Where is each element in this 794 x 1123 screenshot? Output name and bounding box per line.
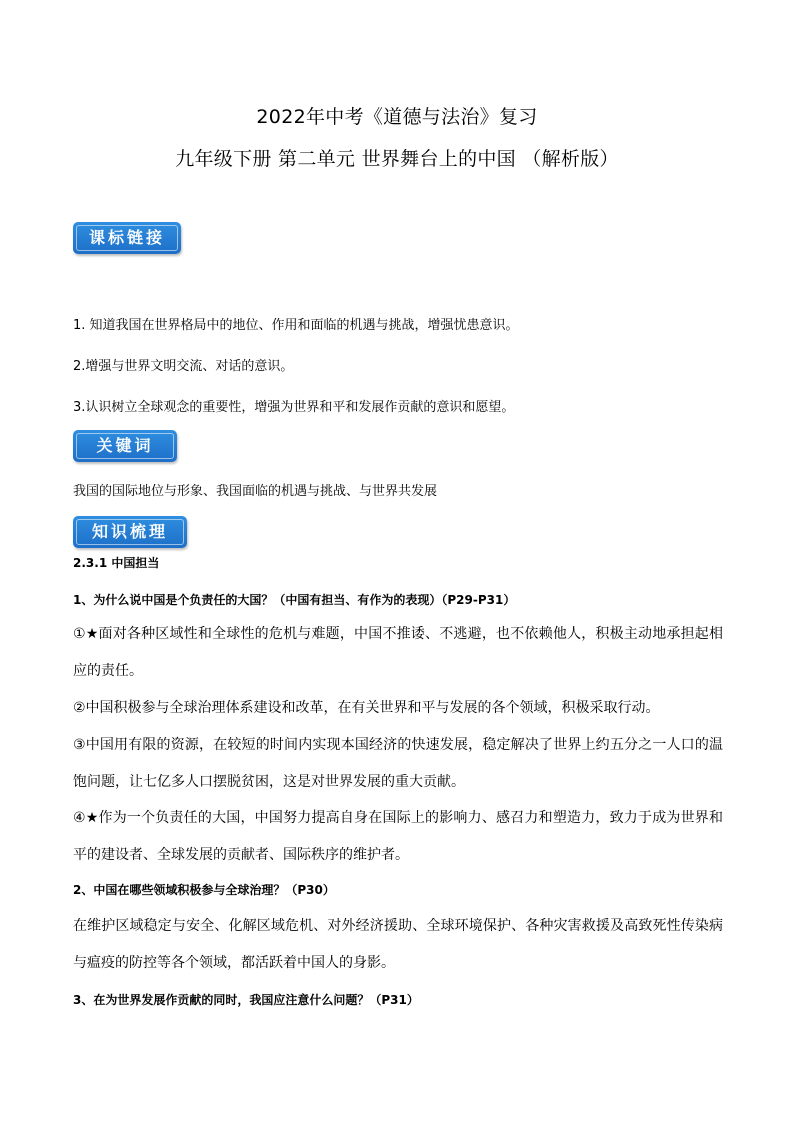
answer-2: 在维护区域稳定与安全、化解区域危机、对外经济援助、全球环境保护、各种灾害救援及高致死性传染病与瘟疫的防控等各个领域，都活跃着中国人的身影。 (73, 918, 723, 971)
answer-1-point-1: ①★面对各种区域性和全球性的危机与难题，中国不推诿、不逃避，也不依赖他人，积极主动地承担起相应的责任。 (73, 626, 723, 679)
knowledge-badge: 知识梳理 (73, 516, 187, 548)
question-3: 3、在为世界发展作贡献的同时，我国应注意什么问题？（P31） (73, 993, 419, 1007)
answer-1-point-2: ②中国积极参与全球治理体系建设和改革，在有关世界和平与发展的各个领域，积极采取行动。 (73, 700, 660, 716)
curriculum-item-2: 2.增强与世界文明交流、对话的意识。 (73, 359, 294, 374)
answer-1-point-3: ③中国用有限的资源，在较短的时间内实现本国经济的快速发展，稳定解决了世界上约五分之一人口的温饱问题，让七亿多人口摆脱贫困，这是对世界发展的重大贡献。 (73, 737, 723, 790)
curriculum-item-3: 3.认识树立全球观念的重要性，增强为世界和平和发展作贡献的意识和愿望。 (73, 400, 515, 415)
section-heading: 2.3.1 中国担当 (73, 556, 160, 570)
curriculum-item-1: 1. 知道我国在世界格局中的地位、作用和面临的机遇与挑战，增强忧患意识。 (73, 318, 519, 333)
answer-1-point-4: ④★作为一个负责任的大国，中国努力提高自身在国际上的影响力、感召力和塑造力，致力于成为世界和平的建设者、全球发展的贡献者、国际秩序的维护者。 (73, 810, 723, 863)
document-title: 2022年中考《道德与法治》复习 (256, 106, 538, 128)
question-2: 2、中国在哪些领域积极参与全球治理？（P30） (73, 883, 335, 897)
question-1: 1、为什么说中国是个负责任的大国？（中国有担当、有作为的表现）（P29-P31） (73, 593, 516, 607)
document-subtitle: 九年级下册 第二单元 世界舞台上的中国 （解析版） (175, 148, 619, 170)
curriculum-badge: 课标链接 (73, 222, 181, 254)
keywords-text: 我国的国际地位与形象、我国面临的机遇与挑战、与世界共发展 (73, 484, 438, 499)
keywords-badge: 关键词 (73, 430, 177, 462)
